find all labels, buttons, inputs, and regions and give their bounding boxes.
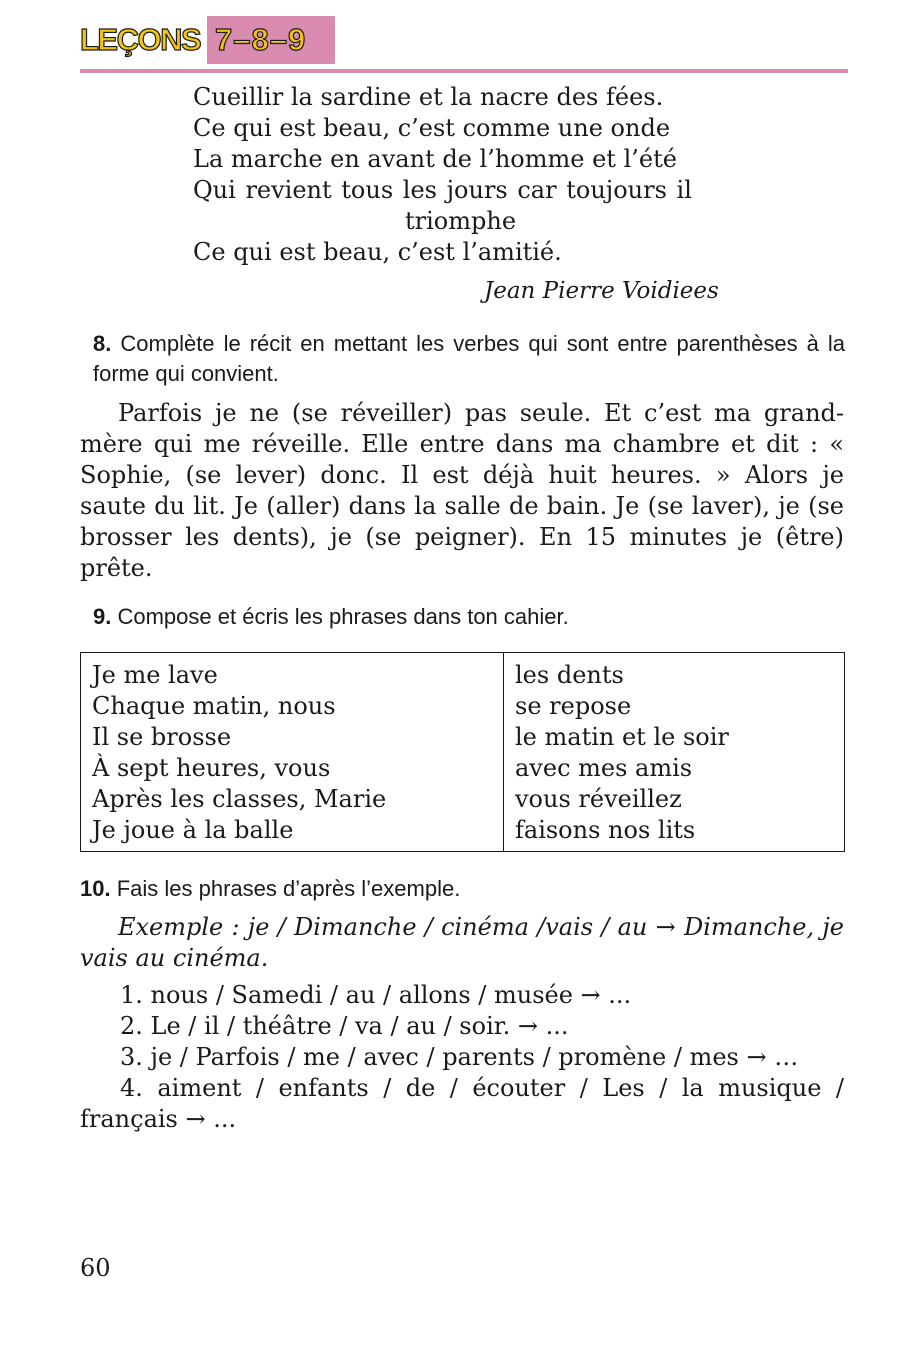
exercise-10-example: Exemple : je / Dimanche / cinéma /vais / au → Dimanche, je vais au cinéma. [80, 913, 844, 972]
exercise-10-text: Fais les phrases d’après l’exemple. [116, 876, 461, 901]
exercise-8-text: Complète le récit en mettant les verbes qui sont entre parenthèses à la forme qui convient. [93, 331, 845, 386]
right-phrase: faisons nos lits [515, 816, 696, 844]
exercise-8-story: Parfois je ne (se réveiller) pas seule. Et c’est ma grand-mère qui me réveille. Elle entre dans ma chambre et dit : « Sophie, (se lever) donc. Il est déjà huit heures. » Alors je saute du lit. Je (aller) dans la salle de bain. Je (se laver), je (se brosser les dents), je (se peigner). En 15 minutes je (être) prête. [80, 399, 844, 582]
exercise-item: 1. nous / Samedi / au / allons / musée → ... [120, 981, 632, 1009]
left-phrase: À sept heures, vous [92, 754, 331, 782]
lessons-badge [207, 16, 335, 64]
left-phrase: Chaque matin, nous [92, 692, 336, 720]
lecons-title: LEÇONS [80, 22, 201, 57]
poem-line: triomphe [405, 207, 517, 235]
exercise-8-instruction [93, 329, 845, 389]
left-phrase: Après les classes, Marie [92, 785, 387, 813]
exercise-9-text: Compose et écris les phrases dans ton cahier. [117, 604, 569, 629]
poem-line: Qui revient tous les jours car toujours il [193, 176, 692, 204]
right-phrase: avec mes amis [515, 754, 693, 782]
matching-table [80, 652, 845, 852]
right-column [504, 653, 845, 852]
exercise-9-number: 9. [93, 604, 112, 629]
right-phrase: le matin et le soir [515, 723, 729, 751]
right-phrase: se repose [515, 692, 632, 720]
exercise-item: 3. je / Parfois / me / avec / parents / promène / mes → … [120, 1043, 799, 1071]
exercise-10-number: 10. [80, 876, 111, 901]
poem-line: Cueillir la sardine et la nacre des fées. [193, 83, 664, 111]
poem-author: Jean Pierre Voidiees [484, 278, 719, 304]
exercise-10-items [80, 980, 844, 1135]
lessons-number: 7–8–9 [215, 22, 307, 57]
left-phrase: Je me lave [92, 661, 218, 689]
exercise-item: 4. aiment / enfants / de / écouter / Les / la musique / français → ... [80, 1074, 844, 1133]
poem [193, 82, 692, 268]
left-column [81, 653, 504, 852]
poem-line: Ce qui est beau, c’est l’amitié. [193, 238, 562, 266]
poem-line: La marche en avant de l’homme et l’été [193, 145, 677, 173]
exercise-9-instruction [93, 602, 845, 632]
exercise-8-number: 8. [93, 331, 112, 356]
page-number: 60 [80, 1254, 111, 1282]
right-phrase: les dents [515, 661, 624, 689]
header-divider [80, 69, 848, 73]
poem-line: Ce qui est beau, c’est comme une onde [193, 114, 671, 142]
right-phrase: vous réveillez [515, 785, 682, 813]
left-phrase: Je joue à la balle [92, 816, 294, 844]
exercise-10-instruction [80, 874, 844, 904]
left-phrase: Il se brosse [92, 723, 232, 751]
exercise-item: 2. Le / il / théâtre / va / au / soir. → ... [120, 1012, 569, 1040]
